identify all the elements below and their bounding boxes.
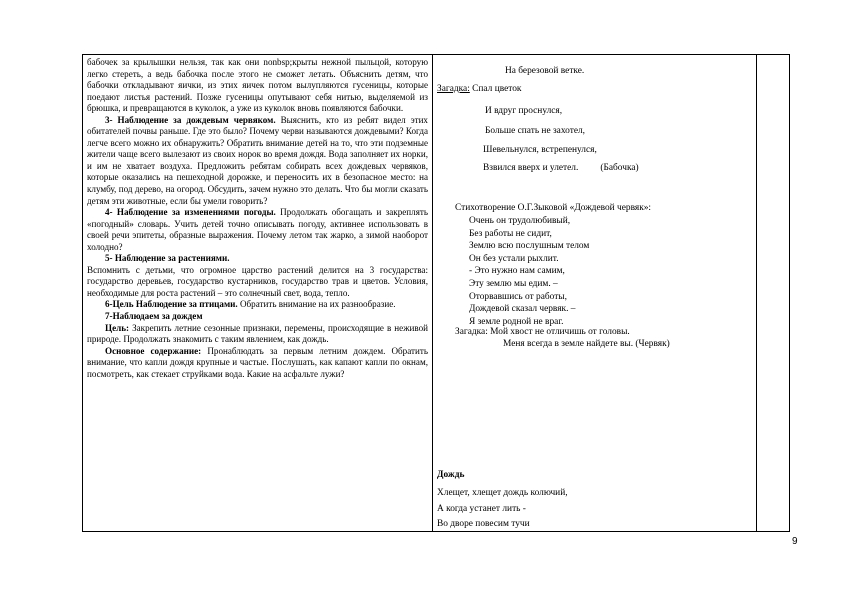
section-4-title: 4- Наблюдение за изменениями погоды.: [105, 207, 276, 218]
observations-column: [87, 57, 428, 380]
poem-line: Оторвавшись от работы,: [469, 291, 567, 302]
content-table: [82, 54, 790, 532]
plants-observation: Вспомнить с детьми, что огромное царство растений делится на 3 государства: государство деревьев, государство кустарников, государство трав и цветов. Условия, необходимые для роста растений – это солнечный свет, вода, тепло.: [87, 264, 428, 298]
section-5-title: 5- Наблюдение за растениями.: [105, 253, 230, 264]
page-number: 9: [792, 536, 798, 547]
riddle-line: Больше спать не захотел,: [485, 126, 585, 136]
riddle-line: Взвился вверх и улетел. (Бабочка): [483, 163, 639, 173]
poem-line: Он без устали рыхлит.: [469, 253, 559, 264]
rain-content: Основное содержание: Пронаблюдать за первым летним дождем. Обратить внимание, что капли дождя крупные и частые. Послушать, как капают капли по окнам, посмотреть, как стекает струйками вода. Какие на асфальте лужи?: [87, 345, 428, 379]
poem-line: Землю всю послушным телом: [469, 241, 590, 252]
riddle-line: И вдруг проснулся,: [485, 106, 563, 116]
riddle-1: Загадка: Спал цветок: [437, 84, 522, 94]
poem-line: Я земле родной не враг.: [469, 316, 564, 327]
poem-title: Стихотворение О.Г.Зыковой «Дождевой червяк»:: [455, 203, 652, 213]
riddle-2-answer: Меня всегда в земле найдете вы. (Червяк): [503, 339, 670, 349]
rain-poem-body: [437, 486, 568, 533]
rain-poem-line: Во дворе повесим тучи: [437, 519, 530, 529]
rain-poem-title: Дождь: [437, 470, 465, 480]
weather-observation: 4- Наблюдение за изменениями погоды. Продолжать обогащать и закреплять «погодный» словарь. Учить детей точно описывать погоду, активнее использовать в своей речи эпитеты, образные выражения. Почему летом так жарко, а зимой наоборот холодно?: [87, 207, 429, 252]
riddle-2: Загадка: Мой хвост не отличишь от головы.: [455, 327, 630, 337]
riddle-line-birch: На березовой ветке.: [505, 66, 585, 76]
poem-line: Эту землю мы едим. –: [469, 278, 558, 289]
butterfly-paragraph: бабочек за крылышки нельзя, так как они nonbsp;крыты нежной пыльцой, которую легко стереть, а ведь бабочка после этого не сможет летать. Объяснить детям, что бабочки откладывают яички, из этих яичек потом вылупляются гусеницы, которые поедают листья растений. Позже гусеницы опутывают себя нитью, выделяемой из брюшка, и превращаются в куколок, а уже из куколок вновь появляются бабочки.: [87, 57, 428, 114]
rain-goal: Цель: Закрепить летние сезонные признаки, перемены, происходящие в неживой природе. Продолжать знакомить с таким явлением, как дождь.: [87, 322, 428, 345]
poem-line: - Это нужно нам самим,: [469, 266, 565, 277]
column-divider-1: [432, 55, 433, 531]
section-3-title: 3- Наблюдение за дождевым червяком.: [105, 114, 276, 125]
section-7-title: 7-Наблюдаем за дождем: [105, 311, 203, 322]
poem-line: Без работы не сидит,: [469, 228, 552, 239]
section-6-title: 6-Цель Наблюдение за птицами.: [105, 299, 238, 310]
poem-line: Очень он трудолюбивый,: [469, 216, 571, 226]
riddle-line: Шевельнулся, встрепенулся,: [483, 145, 597, 155]
poem-body: [469, 215, 589, 328]
riddle-answer: (Бабочка): [600, 163, 639, 173]
rain-poem-line: Хлещет, хлещет дождь колючий,: [437, 488, 568, 498]
worm-observation: 3- Наблюдение за дождевым червяком. Выяснить, кто из ребят видел этих обитателей почвы раньше. Где это было? Почему черви называются дождевыми? Когда легче всего можно их обнаружить? Обратить внимание детей на то, что эти подземные жители чаще всего вылезают из своих норок во время дождя. Вода заполняет их норки, и им не хватает воздуха. Предложить ребятам собирать всех дождевых червяков, которые оказались на пешеходной дорожке, и переносить их в безопасное место: на клумбу, под дерево, на огород. Обсудить, зачем нужно это делать. Что бы могли сказать детям эти животные, если бы умели говорить?: [87, 114, 428, 206]
birds-observation: 6-Цель Наблюдение за птицами. Обратить внимание на их разнообразие.: [105, 299, 396, 310]
riddle-label: Загадка:: [437, 84, 470, 94]
poem-line: Дождевой сказал червяк. –: [469, 304, 576, 315]
column-divider-2: [756, 55, 757, 531]
rain-poem-line: А когда устанет лить -: [437, 503, 526, 514]
